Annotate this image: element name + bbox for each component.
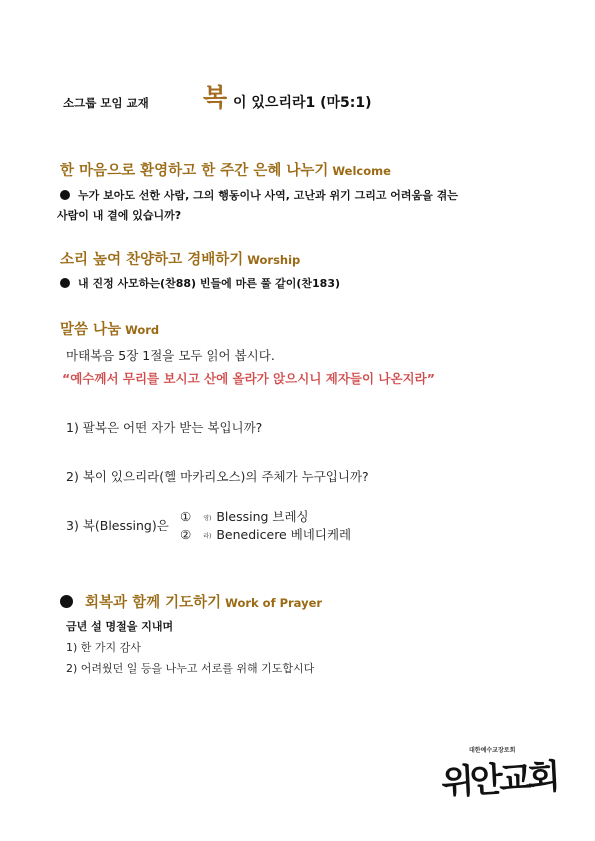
section-word-title-en: Word <box>125 323 160 337</box>
option-1-text: Blessing 브레싱 <box>216 509 309 524</box>
question-3-option-1 <box>180 507 309 525</box>
option-2-number: ② <box>180 527 192 542</box>
welcome-question <box>60 187 458 203</box>
section-word-title-ko: 말씀 나눔 <box>60 322 122 338</box>
option-1-tag: 영) <box>203 515 212 522</box>
section-prayer-title-en: Work of Prayer <box>225 596 323 610</box>
question-2: 2) 복이 있으리라(헬 마카리오스)의 주체가 누구입니까? <box>66 469 369 484</box>
section-welcome-title <box>60 159 391 180</box>
bullet-icon <box>60 595 73 608</box>
prayer-subheading: 금년 설 명절을 지내며 <box>66 620 174 633</box>
section-prayer-title <box>60 591 322 612</box>
section-prayer-title-ko: 회복과 함께 기도하기 <box>85 595 222 611</box>
denomination-label: 대한예수교장로회 <box>469 747 516 754</box>
scripture-verse: “예수께서 무리를 보시고 산에 올라가 앉으시니 제자들이 나온지라” <box>62 371 435 386</box>
section-welcome-title-ko: 한 마음으로 환영하고 한 주간 은혜 나누기 <box>60 163 329 179</box>
worship-songs <box>60 275 340 291</box>
section-word-title <box>60 318 159 339</box>
option-2-text: Benedicere 베네디케레 <box>216 527 352 542</box>
reading-instruction: 마태복음 5장 1절을 모두 읽어 봅시다. <box>66 348 275 363</box>
section-worship-title <box>60 248 300 269</box>
prayer-item-2: 2) 어려웠던 일 등을 나누고 서로를 위해 기도합시다 <box>66 662 315 675</box>
prayer-item-1: 1) 한 가지 감사 <box>66 641 141 654</box>
option-2-tag: 라) <box>203 533 212 540</box>
welcome-question-line2: 사람이 내 곁에 있습니까? <box>57 209 182 222</box>
welcome-question-line1: 누가 보아도 선한 사람, 그의 행동이나 사역, 고난과 위기 그리고 어려움을 겪는 <box>78 189 458 202</box>
question-3-label: 3) 복(Blessing)은 <box>66 518 169 533</box>
section-welcome-title-en: Welcome <box>332 164 391 178</box>
question-1: 1) 팔복은 어떤 자가 받는 복입니까? <box>66 420 263 435</box>
bullet-icon <box>60 278 70 288</box>
question-3-option-2 <box>180 525 351 543</box>
title-emphasis: 복 <box>203 83 228 112</box>
page-title: 이 있으리라1 (마5:1) <box>233 95 372 111</box>
section-worship-title-ko: 소리 높여 찬양하고 경배하기 <box>60 252 244 268</box>
material-label: 소그룹 모임 교재 <box>63 96 149 110</box>
church-logo: 위안교회 <box>440 757 558 803</box>
worship-songs-text: 내 진정 사모하는(찬88) 빈들에 마른 풀 같이(찬183) <box>78 277 340 290</box>
option-1-number: ① <box>180 509 192 524</box>
bullet-icon <box>60 190 70 200</box>
section-worship-title-en: Worship <box>247 253 301 267</box>
